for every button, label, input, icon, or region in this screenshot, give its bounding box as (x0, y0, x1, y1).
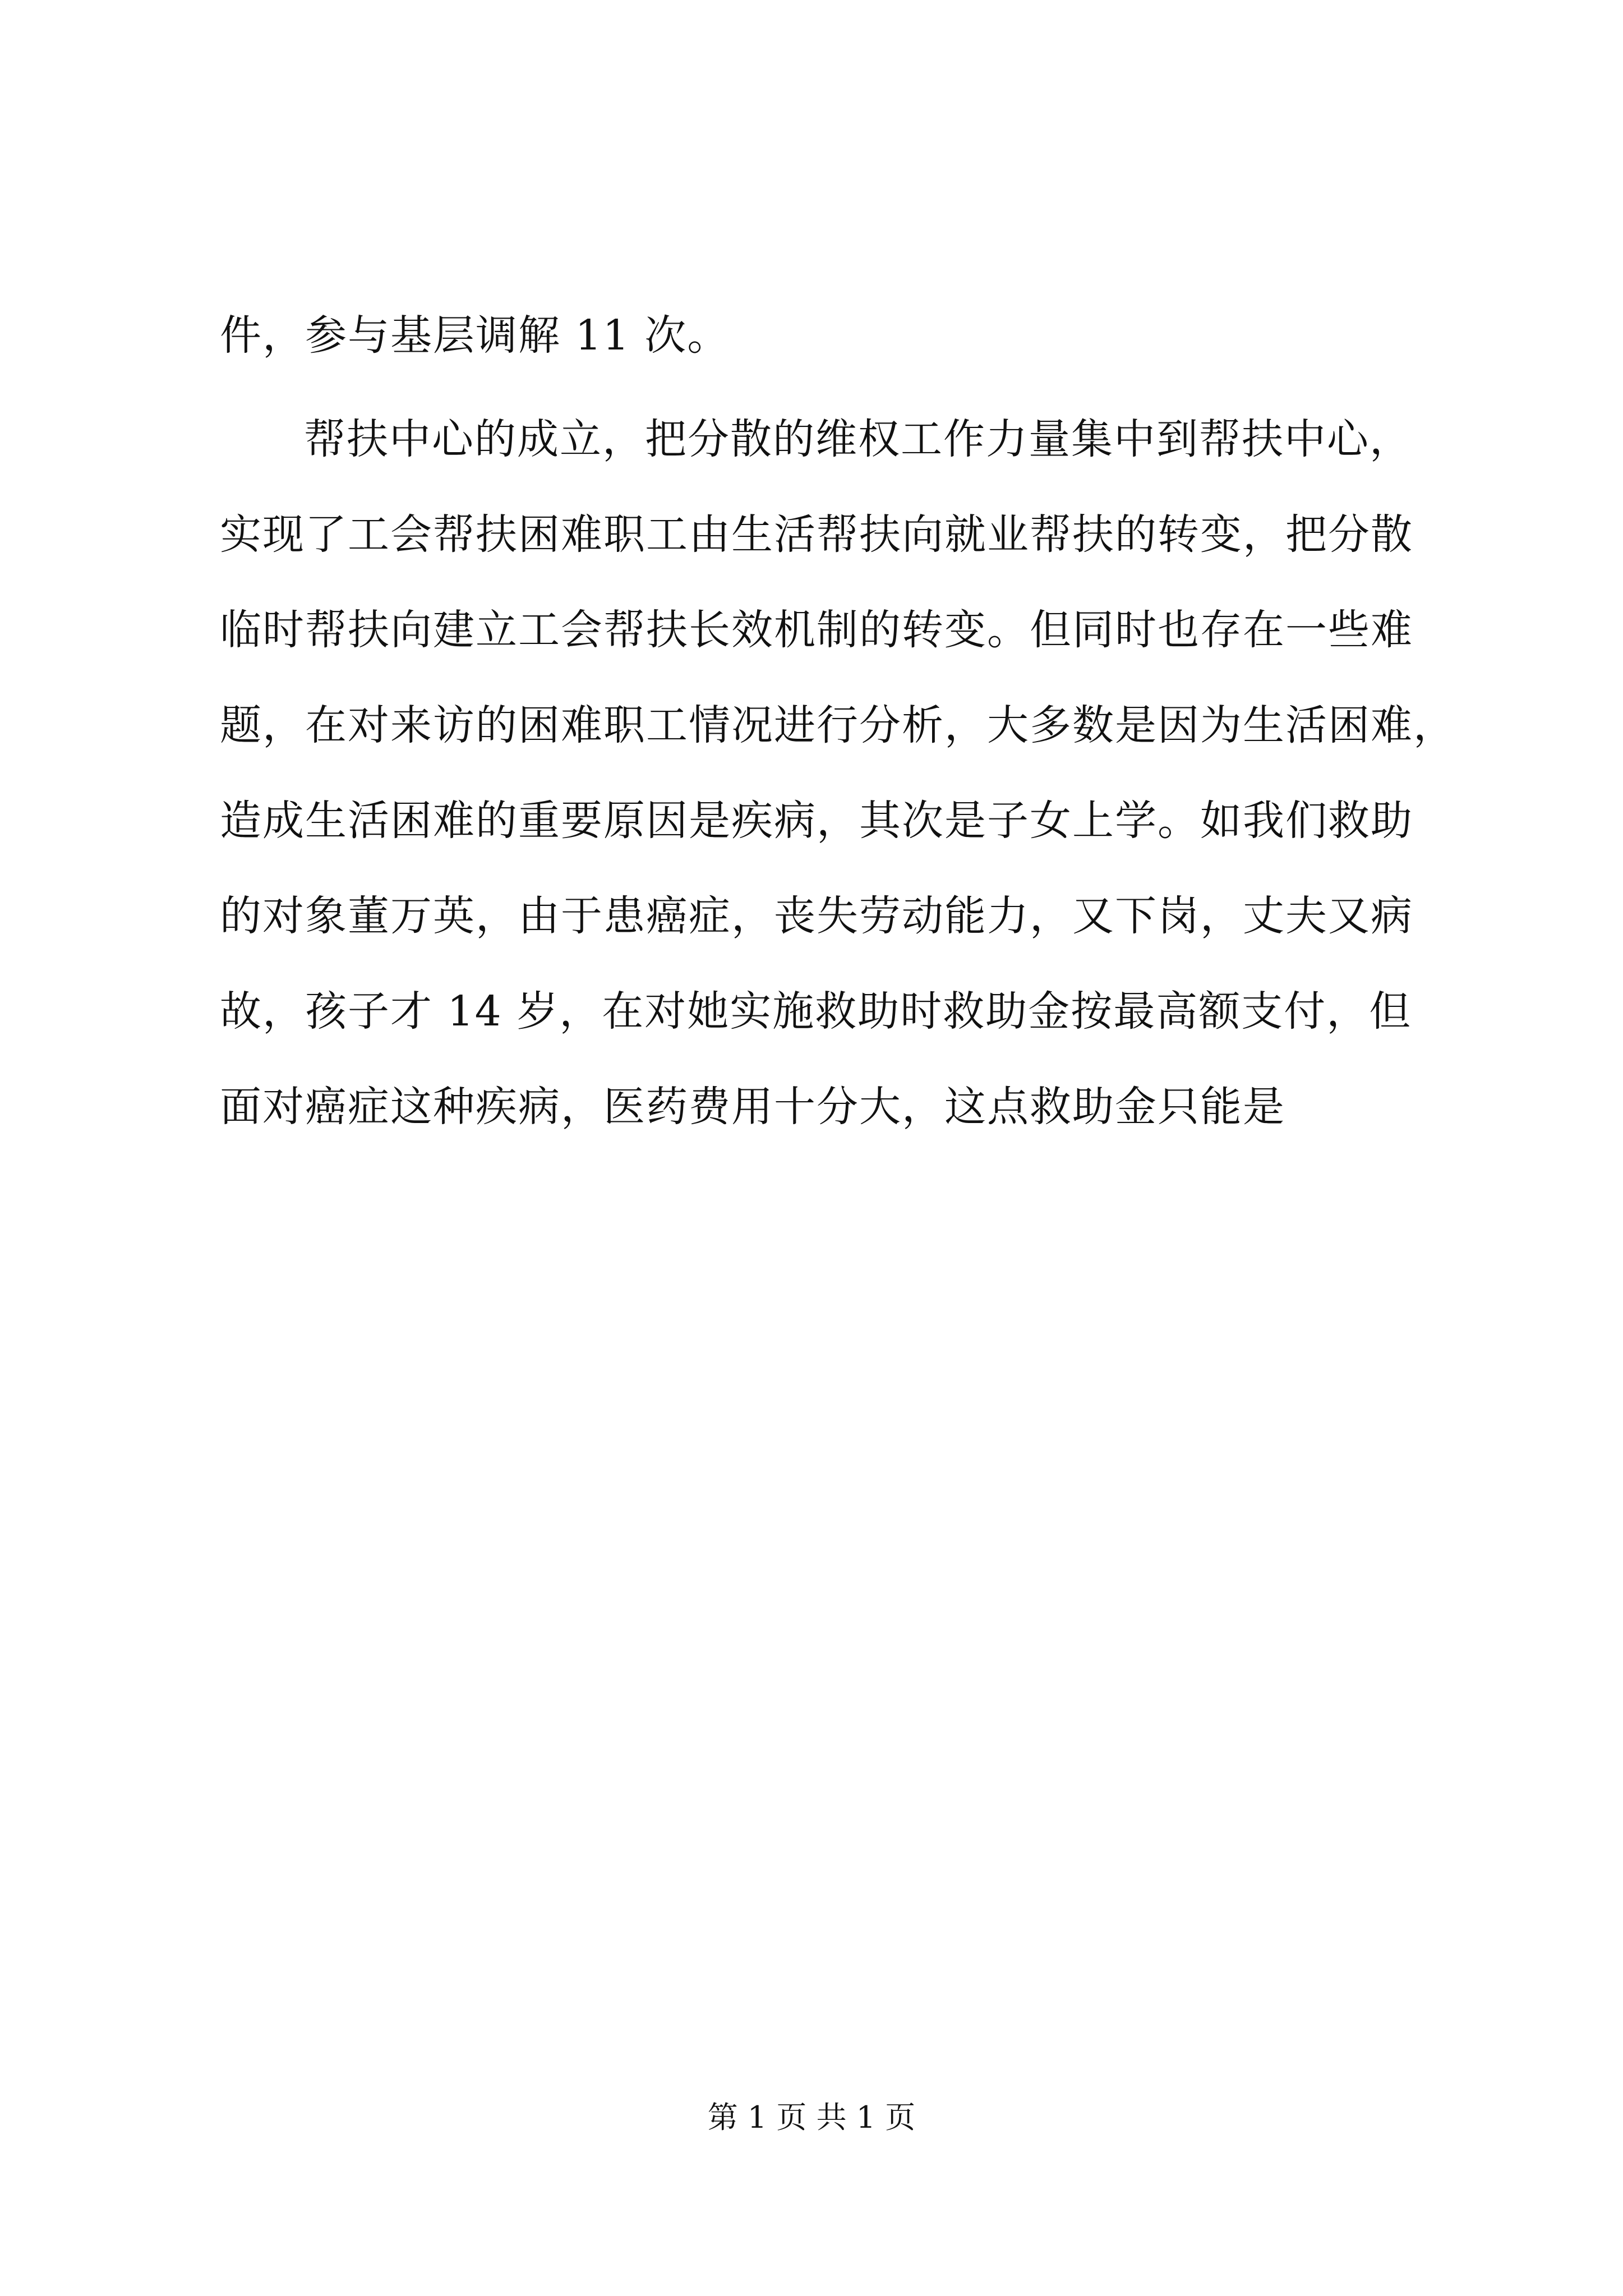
paragraph-line: 故，孩子才 14 岁，在对她实施救助时救助金按最高额支付，但 (220, 987, 1412, 1036)
paragraph-line: 实现了工会帮扶困难职工由生活帮扶向就业帮扶的转变，把分散 (220, 510, 1413, 559)
paragraph-line: 临时帮扶向建立工会帮扶长效机制的转变。但同时也存在一些难 (220, 606, 1413, 654)
page-footer: 第 1 页 共 1 页 (707, 2100, 916, 2135)
paragraph-line: 造成生活困难的重要原因是疾病，其次是子女上学。如我们救助 (220, 797, 1413, 845)
paragraph-line: 帮扶中心的成立，把分散的维权工作力量集中到帮扶中心， (304, 415, 1412, 463)
paragraph-line: 的对象董万英，由于患癌症，丧失劳动能力，又下岗，丈夫又病 (220, 892, 1413, 940)
paragraph-line: 件，参与基层调解 11 次。 (220, 311, 730, 360)
paragraph-line: 题，在对来访的困难职工情况进行分析，大多数是因为生活困难， (220, 701, 1456, 749)
paragraph-line: 面对癌症这种疾病，医药费用十分大，这点救助金只能是 (220, 1083, 1285, 1131)
